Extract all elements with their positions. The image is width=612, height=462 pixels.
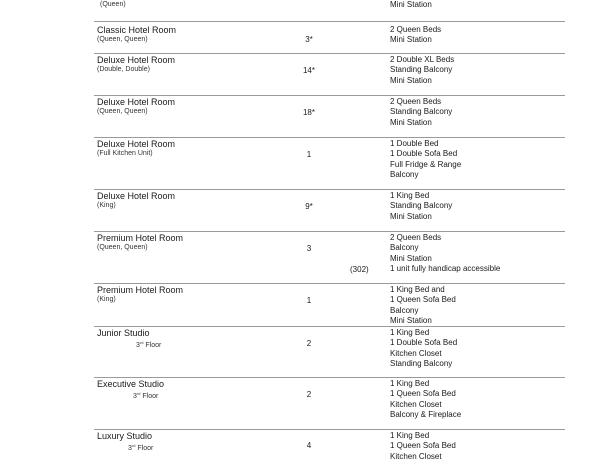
row-divider xyxy=(94,137,565,138)
room-count: 9* xyxy=(290,202,328,212)
feature-line: Full Fridge & Range xyxy=(390,160,461,170)
feature-line: Standing Balcony xyxy=(390,107,452,117)
room-type-detail: (Queen, Queen) xyxy=(97,35,148,44)
feature-line: Mini Station xyxy=(390,118,452,128)
room-type-name: Deluxe Hotel Room xyxy=(97,191,175,201)
feature-line: Kitchen Closet xyxy=(390,349,457,359)
row-divider xyxy=(94,429,565,430)
room-features xyxy=(390,139,461,181)
feature-line: 1 Double Sofa Bed xyxy=(390,338,457,348)
floor-number: 3 xyxy=(136,342,140,349)
feature-line: 2 Queen Beds xyxy=(390,97,452,107)
room-type-name: Classic Hotel Room xyxy=(97,25,176,35)
feature-line: Mini Station xyxy=(390,212,452,222)
feature-line: Kitchen Closet xyxy=(390,400,461,410)
room-count: 18* xyxy=(290,108,328,118)
room-type-name: Junior Studio xyxy=(97,328,150,338)
room-features xyxy=(390,285,456,327)
room-type-detail: (King) xyxy=(97,201,116,210)
row-divider xyxy=(94,95,565,96)
room-type-detail: (King) xyxy=(97,295,116,304)
feature-line: 2 Double XL Beds xyxy=(390,55,454,65)
feature-line: 1 King Bed xyxy=(390,328,457,338)
room-features xyxy=(390,0,441,11)
feature-line: Standing Balcony xyxy=(390,359,457,369)
feature-line: Mini Station xyxy=(390,0,441,10)
feature-line: 1 King Bed xyxy=(390,431,456,441)
room-type-name: Premium Hotel Room xyxy=(97,233,183,243)
feature-line: Balcony xyxy=(390,306,456,316)
row-divider xyxy=(94,283,565,284)
room-features xyxy=(390,379,461,421)
feature-line: Mini Station xyxy=(390,76,454,86)
feature-line: Mini Station xyxy=(390,254,500,264)
floor-ordinal: rd xyxy=(140,340,144,345)
room-features xyxy=(390,97,452,128)
room-number-note: (302) xyxy=(350,265,369,275)
floor-detail xyxy=(133,389,158,401)
feature-line: Standing Balcony xyxy=(390,65,454,75)
row-divider xyxy=(94,21,565,22)
room-type-detail: (Queen, Queen) xyxy=(97,243,148,252)
room-type-detail: (Queen) xyxy=(100,0,126,9)
feature-line: 1 unit fully handicap accessible xyxy=(390,264,500,274)
floor-word: Floor xyxy=(142,393,158,400)
room-type-detail: (Full Kitchen Unit) xyxy=(97,149,153,158)
feature-line: Balcony xyxy=(390,243,500,253)
room-count: 2 xyxy=(290,339,328,349)
floor-number: 3 xyxy=(128,445,132,452)
room-features xyxy=(390,55,454,86)
floor-detail xyxy=(136,338,161,350)
row-divider xyxy=(94,326,565,327)
row-divider xyxy=(94,231,565,232)
floor-detail xyxy=(128,441,153,453)
feature-line: 1 King Bed xyxy=(390,191,452,201)
room-count xyxy=(290,0,328,2)
room-count: 14* xyxy=(290,66,328,76)
room-type-name: Premium Hotel Room xyxy=(97,285,183,295)
room-type-detail: (Double, Double) xyxy=(97,65,150,74)
room-type-name: Deluxe Hotel Room xyxy=(97,55,175,65)
floor-word: Floor xyxy=(137,445,153,452)
feature-line: Mini Station xyxy=(390,316,456,326)
room-count: 3* xyxy=(290,35,328,45)
room-features xyxy=(390,328,457,370)
feature-line: Standing Balcony xyxy=(390,201,452,211)
room-type-detail: (Queen, Queen) xyxy=(97,107,148,116)
row-divider xyxy=(94,53,565,54)
feature-line: 1 Queen Sofa Bed xyxy=(390,389,461,399)
room-type-name: Executive Studio xyxy=(97,379,164,389)
room-features xyxy=(390,431,456,462)
room-count: 4 xyxy=(290,441,328,451)
feature-line: 2 Queen Beds xyxy=(390,25,441,35)
room-type-name: Deluxe Hotel Room xyxy=(97,97,175,107)
feature-line: 1 King Bed and xyxy=(390,285,456,295)
feature-line: Mini Station xyxy=(390,35,441,45)
room-count: 1 xyxy=(290,296,328,306)
floor-number: 3 xyxy=(133,393,137,400)
feature-line: 1 Queen Sofa Bed xyxy=(390,295,456,305)
room-count: 2 xyxy=(290,390,328,400)
row-divider xyxy=(94,377,565,378)
floor-ordinal: rd xyxy=(137,391,141,396)
room-features xyxy=(390,191,452,222)
feature-line: 1 Double Bed xyxy=(390,139,461,149)
feature-line: 2 Queen Beds xyxy=(390,233,500,243)
floor-word: Floor xyxy=(145,342,161,349)
room-type-name: Deluxe Hotel Room xyxy=(97,139,175,149)
row-divider xyxy=(94,189,565,190)
floor-ordinal: rd xyxy=(132,443,136,448)
feature-line: Balcony xyxy=(390,170,461,180)
feature-line: 1 King Bed xyxy=(390,379,461,389)
feature-line: 1 Double Sofa Bed xyxy=(390,149,461,159)
feature-line: 1 Queen Sofa Bed xyxy=(390,441,456,451)
room-type-name: Luxury Studio xyxy=(97,431,152,441)
room-count: 3 xyxy=(290,244,328,254)
feature-line: Balcony & Fireplace xyxy=(390,410,461,420)
feature-line: Kitchen Closet xyxy=(390,452,456,462)
room-features xyxy=(390,233,500,275)
room-count: 1 xyxy=(290,150,328,160)
room-features xyxy=(390,25,441,46)
